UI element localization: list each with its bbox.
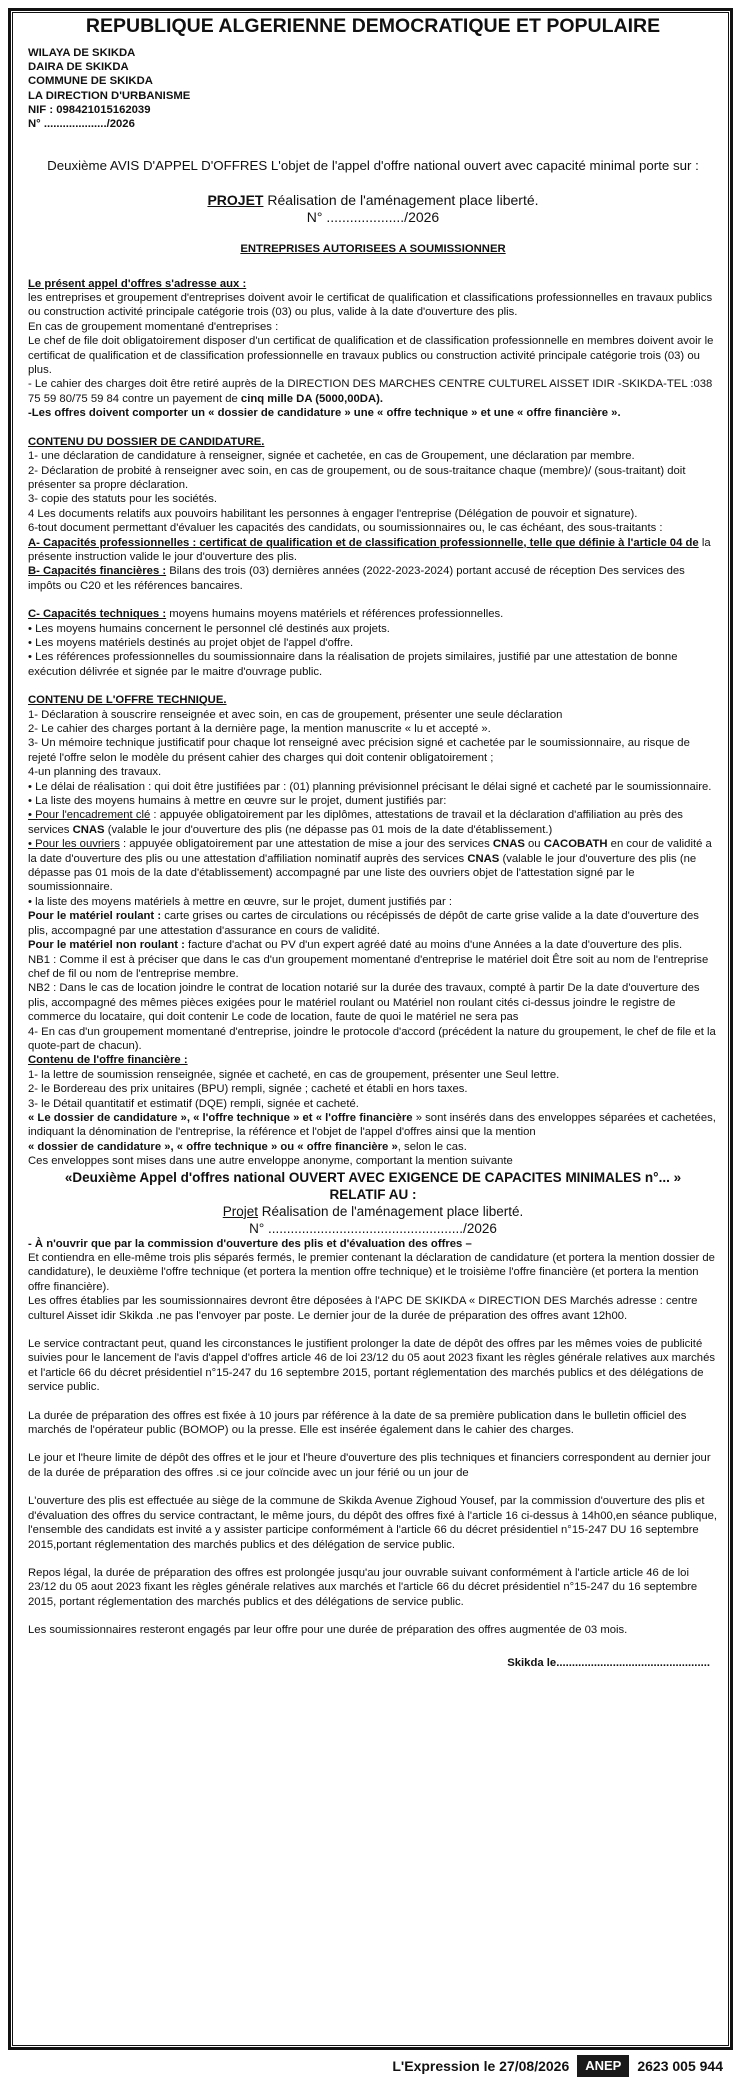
list-item: 2- le Bordereau des prix unitaires (BPU) rempli, signée ; cacheté et établi en hors taxes. <box>28 1083 468 1096</box>
list-item: • la liste des moyens matériels à mettre en œuvre, sur le projet, dument justifiés par : <box>28 895 452 908</box>
entreprises-title: ENTREPRISES AUTORISEES A SOUMISSIONNER <box>240 243 506 256</box>
label: A- Capacités professionnelles <box>28 536 190 549</box>
text: (valable le jour d'ouverture des plis (ne dépasse pas 01 mois de la date d'établissement) accompagné par une liste des ouvriers objet de l'attestation signé par le soumissionnaire. <box>28 852 697 894</box>
list-item: 4-un planning des travaux. <box>28 766 162 779</box>
note: NB1 : Comme il est à préciser que dans le cas d'un groupement momentané d'entreprise le matériel doit Être soit au nom de l'entreprise chef de fil ou nom de l'entreprise membre. <box>28 953 709 980</box>
paragraph: La durée de préparation des offres est fixée à 10 jours par référence à la date de sa première publication dans le bulletin officiel des marchés de l'opérateur public (BOMOP) ou la presse. Elle est insérée également dans le cahier des charges. <box>28 1409 687 1437</box>
section-title: CONTENU DE L'OFFRE TECHNIQUE. <box>28 694 227 707</box>
header-line: COMMUNE DE SKIKDA <box>28 75 153 88</box>
list-item: 4 Les documents relatifs aux pouvoirs habilitant les personnes à engager l'entreprise (Délégation de pouvoir et signature). <box>28 507 638 520</box>
price: cinq mille DA (5000,00DA). <box>240 392 384 405</box>
section-title: CONTENU DU DOSSIER DE CANDIDATURE. <box>28 435 265 448</box>
list-item <box>28 938 718 952</box>
header-line: LA DIRECTION D'URBANISME <box>28 89 191 102</box>
reference-number: 2623 005 944 <box>637 2058 723 2074</box>
paragraph: Le chef de file doit obligatoirement disposer d'un certificat de qualification et de classification professionnelle en membres doivent avoir le certificat de qualification et de classification professionnelle en travaux publics ou construction activité principale catégorie trois (03) ou plus. <box>28 335 714 377</box>
header-block <box>28 46 718 131</box>
paragraph: Les soumissionnaires resteront engagés par leur offre pour une durée de préparation des offres augmentée de 03 mois. <box>28 1624 628 1637</box>
list-item: 3- le Détail quantitatif et estimatif (DQE) rempli, signée et cacheté. <box>28 1097 359 1110</box>
text: moyens humains moyens matériels et références professionnelles. <box>166 608 504 621</box>
text: : certificat de qualification et de classification professionnelle, telle que définie à l'article 04 de <box>189 536 699 549</box>
paragraph <box>28 377 718 406</box>
projet-line <box>28 192 718 209</box>
text: » sont insérés dans des enveloppes séparées et cachetées, indiquant la dénomination de l'entreprise, la référence et l'objet de l'appel d'offres ainsi que la mention <box>28 1111 716 1139</box>
text: » et « <box>289 1111 326 1124</box>
list-item <box>28 536 718 565</box>
paragraph <box>28 1140 718 1154</box>
label: • Pour l'encadrement clé <box>28 809 151 822</box>
text: CNAS <box>492 838 525 851</box>
projet-keyword: Projet <box>222 1203 259 1219</box>
projet-keyword: PROJET <box>207 192 264 209</box>
paragraph: Le service contractant peut, quand les circonstances le justifient prolonger la date de dépôt des offres par les mêmes voies de publicité suivies pour le lancement de l'avis d'appel d'offres article 46 de loi 23/12 du 05 aout 2023 fixant les règles générale relatives aux marchés et l'article 66 du décret présidentiel n°15-247 du 16 septembre 2015, portant réglementation des marchés publics et des délégations de service public. <box>28 1338 715 1394</box>
text: , « <box>186 1111 203 1124</box>
text: ou <box>524 838 544 851</box>
list-item <box>28 808 718 837</box>
paragraph: -Les offres doivent comporter un « dossier de candidature » une « offre technique » et une « offre financière ». <box>28 407 621 420</box>
list-item: • La liste des moyens humains à mettre en œuvre sur le projet, dument justifiés par: <box>28 795 447 808</box>
section-title: Le présent appel d'offres s'adresse aux : <box>28 277 247 290</box>
list-item: • Les moyens humains concernent le personnel clé destinés aux projets. <box>28 622 390 635</box>
text: la présente instruction valide le jour d'ouverture des plis. <box>28 536 711 563</box>
list-item <box>28 607 718 621</box>
text: - Le cahier des charges doit être retiré auprès de la DIRECTION DES MARCHES CENTRE CULTUREL AISSET IDIR -SKIKDA-TEL :038 75 59 80/75 59 84 contre un payement de <box>28 378 713 405</box>
page-title: REPUBLIQUE ALGERIENNE DEMOCRATIQUE ET POPULAIRE <box>85 15 661 37</box>
mention-relatif: RELATIF AU : <box>329 1186 417 1202</box>
text: (valable le jour d'ouverture des plis (ne dépasse pas 01 mois de la date d'établissement.) <box>104 823 553 836</box>
section-title: - À n'ouvrir que par la commission d'ouverture des plis et d'évaluation des offres – <box>28 1237 472 1250</box>
list-item: • Le délai de réalisation : qui doit être justifiées par : (01) planning prévisionnel précisant le délai signé et cacheté par le soumissionnaire. <box>28 780 712 793</box>
footer <box>392 2052 723 2080</box>
text: , selon le cas. <box>397 1140 467 1153</box>
paragraph: Le jour et l'heure limite de dépôt des offres et le jour et l'heure d'ouverture des plis techniques et financiers correspondent au dernier jour de la durée de préparation des offres .si ce jour coïncide avec un jour férié ou un jour de <box>28 1452 711 1479</box>
mention-line: «Deuxième Appel d'offres national OUVERT AVEC EXIGENCE DE CAPACITES MINIMALES n°... » <box>64 1169 682 1185</box>
paragraph: les entreprises et groupement d'entreprises doivent avoir le certificat de qualification et classifications professionnelles en travaux publics ou construction activité principale catégorie trois (03) ou plus, valide à la date d'ouverture des plis. <box>28 292 713 319</box>
header-line: N° ..................../2026 <box>28 118 135 131</box>
label: C- Capacités techniques : <box>28 608 167 621</box>
journal-date: L'Expression le 27/08/2026 <box>392 2058 570 2074</box>
text: CNAS <box>467 852 500 865</box>
notice-content <box>28 14 718 1670</box>
signature-line: Skikda le................................................. <box>507 1656 710 1669</box>
text: facture d'achat ou PV d'un expert agréé daté au moins d'une Années a la date d'ouverture des plis. <box>184 939 683 952</box>
mention-projet <box>28 1203 718 1220</box>
label: Pour le matériel non roulant : <box>28 939 185 952</box>
list-item: 2- Le cahier des charges portant à la dernière page, la mention manuscrite « lu et accepté ». <box>28 723 491 735</box>
list-item: 2- Déclaration de probité à renseigner avec soin, en cas de groupement, ou de sous-traitance chaque (membre)/ (sous-traitant) doit présenter sa propre déclaration. <box>28 464 686 491</box>
text: CACOBATH <box>543 838 608 851</box>
projet-number: N° ..................../2026 <box>306 209 440 226</box>
list-item: 1- la lettre de soumission renseignée, signée et cacheté, en cas de groupement, présenter une Seul lettre. <box>28 1068 560 1081</box>
paragraph <box>28 1111 718 1140</box>
label: B- Capacités financières : <box>28 565 167 578</box>
list-item <box>28 564 718 593</box>
text: en cour de validité a la date d'ouverture des plis ou une attestation d'affiliation nominatif auprès des services <box>28 838 712 865</box>
header-line: DAIRA DE SKIKDA <box>28 61 129 74</box>
projet-text: Réalisation de l'aménagement place liberté. <box>258 1203 524 1219</box>
header-line: NIF : 098421015162039 <box>28 103 151 116</box>
section-title: Contenu de l'offre financière : <box>28 1054 188 1067</box>
list-item: • Les moyens matériels destinés au projet objet de l'appel d'offre. <box>28 636 354 649</box>
text: « Le dossier de candidature » <box>28 1111 187 1124</box>
list-item: 1- Déclaration à souscrire renseignée et avec soin, en cas de groupement, présenter une seule déclaration <box>28 708 563 721</box>
anep-badge: ANEP <box>577 2055 629 2077</box>
text: carte grises ou cartes de circulations ou récépissés de dépôt de carte grise valide a la date d'ouverture des plis, accompagné par une attestation d'assurance en cours de validité. <box>28 910 699 937</box>
list-item: 3- copie des statuts pour les sociétés. <box>28 493 218 506</box>
avis-text: Deuxième AVIS D'APPEL D'OFFRES L'objet de l'appel d'offre national ouvert avec capacité minimal porte sur : <box>47 158 699 174</box>
paragraph: Les offres établies par les soumissionnaires devront être déposées à l'APC DE SKIKDA « DIRECTION DES Marchés adresse : centre culturel Aisset idir Skikda .ne pas l'envoyer par poste. Le dernier jour de la durée de préparation des offres avant 12h00. <box>28 1295 698 1322</box>
text: l'offre technique <box>202 1111 290 1124</box>
note: NB2 : Dans le cas de location joindre le contrat de location notarié sur la durée des travaux, compté à partir De la date d'ouverture des plis, accompagné des mêmes pièces exigées pour le matériel roulant ou Matériel non roulant cités ci-dessus joindre le registre de commerce du locataire, qui doit contenir Le code de location, faute de quoi le matériel ne sera pas <box>28 982 700 1024</box>
list-item <box>28 909 718 938</box>
paragraph: En cas de groupement momentané d'entreprises : <box>28 320 279 333</box>
list-item: • Les références professionnelles du soumissionnaire dans la réalisation de projets similaires, justifié par une attestation de bonne exécution délivrée et signée par le maitre d'ouvrage public. <box>28 651 678 678</box>
paragraph: Et contiendra en elle-même trois plis séparés fermés, le premier contenant la déclaration de candidature (et portera la mention dossier de candidature), le deuxième l'offre technique (et portera la mention offre technique) et le troisième l'offre financière (et portera la mention offre financière). <box>28 1252 715 1293</box>
list-item: 3- Un mémoire technique justificatif pour chaque lot renseigné avec précision signé et cachetée par le soumissionnaire, au risque de rejeté l'offre selon le modèle du présent cahier des charges qui doit contenir obligatoirement ; <box>28 737 690 764</box>
text: Bilans des trois (03) dernières années (2022-2023-2024) portant accusé de réception Des services des impôts ou C20 et les références bancaires. <box>28 565 685 592</box>
text: : appuyée obligatoirement par une attestation de mise a jour des services <box>119 838 493 851</box>
list-item: 4- En cas d'un groupement momentané d'entreprise, joindre le protocole d'accord (précédent la nature du groupement, le chef de file et la quote-part de chacun). <box>28 1025 716 1052</box>
paragraph: Ces enveloppes sont mises dans une autre enveloppe anonyme, comportant la mention suivante <box>28 1155 513 1168</box>
text: CNAS <box>72 823 105 836</box>
text: : appuyée obligatoirement par les diplômes, attestations de travail et la déclaration d'affiliation au près des services <box>28 809 683 836</box>
list-item <box>28 837 718 895</box>
text: l'offre financière <box>325 1111 413 1124</box>
label: • Pour les ouvriers <box>28 838 120 851</box>
label: Pour le matériel roulant : <box>28 910 162 923</box>
list-item: 6-tout document permettant d'évaluer les capacités des candidats, ou soumissionnaires ou, le cas échéant, des sous-traitants : <box>28 522 663 535</box>
text: « dossier de candidature », « offre technique » ou « offre financière » <box>28 1140 398 1153</box>
list-item: 1- une déclaration de candidature à renseigner, signée et cachetée, en cas de Groupement, une déclaration par membre. <box>28 450 635 463</box>
header-line: WILAYA DE SKIKDA <box>28 47 136 59</box>
mention-number: N° ..................................................../2026 <box>249 1220 497 1236</box>
paragraph: L'ouverture des plis est effectuée au siège de la commune de Skikda Avenue Zighoud Yousef, par la commission d'ouverture des plis et d'évaluation des offres du service contractant, le même jours, du dépôt des offres fixé à l'article 16 ci-dessus à 14h00,en séance publique, l'ensemble des candidats est invité a y assister participe conformément à l'article 66 du décret présidentiel n°15-247 DU 16 septembre 2015,portant réglementation des marchés publics et des délégation de service public. <box>28 1495 718 1551</box>
projet-text: Réalisation de l'aménagement place liberté. <box>263 192 539 209</box>
paragraph: Repos légal, la durée de préparation des offres est prolongée jusqu'au jour ouvrable suivant conformément à l'article article 46 de loi 23/12 du 05 aout 2023 fixant les règles générale relatives aux marchés et l'article 66 du décret présidentiel n°15-247 du 16 septembre 2015, portant réglementation des marchés publics et des délégations de service public. <box>28 1566 698 1608</box>
